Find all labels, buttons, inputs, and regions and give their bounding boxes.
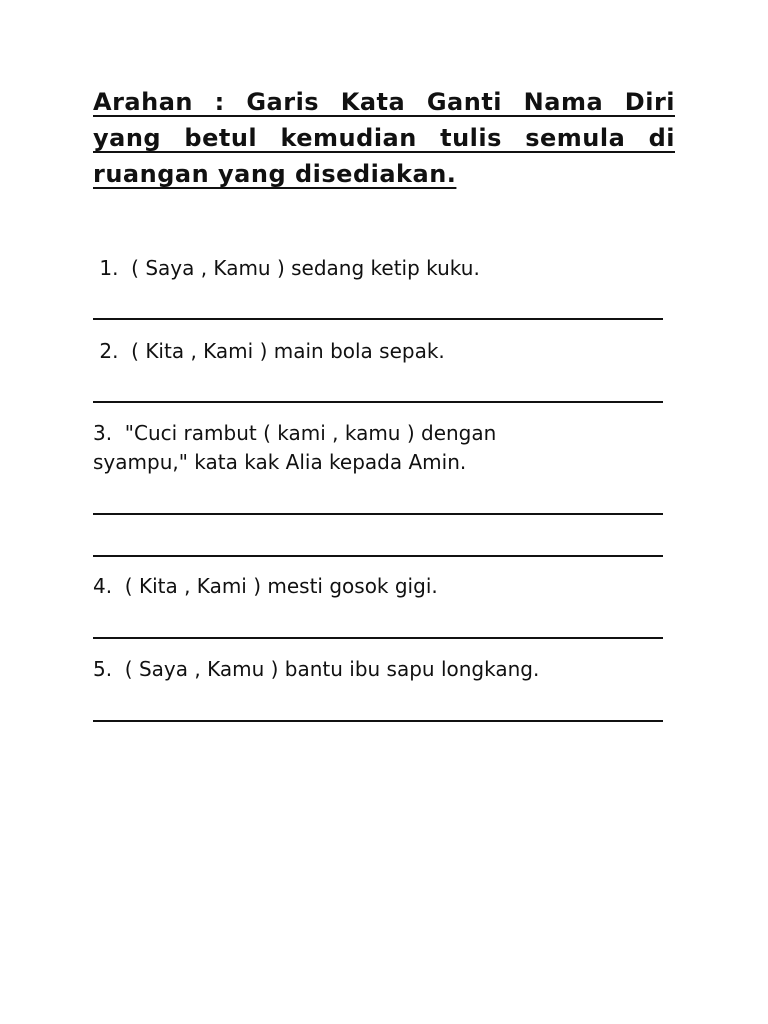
answer-line-1 [93, 318, 663, 320]
question-4: 4. ( Kita , Kami ) mesti gosok gigi. [93, 574, 438, 598]
answer-line-4 [93, 637, 663, 639]
worksheet-instruction: Arahan : Garis Kata Ganti Nama Diri yang betul kemudian tulis semula di ruangan yang disediakan. [93, 88, 675, 188]
question-5: 5. ( Saya , Kamu ) bantu ibu sapu longkang. [93, 657, 540, 681]
answer-line-5 [93, 720, 663, 722]
answer-line-2 [93, 401, 663, 403]
answer-line-3a [93, 513, 663, 515]
question-1: 1. ( Saya , Kamu ) sedang ketip kuku. [93, 256, 480, 280]
question-2: 2. ( Kita , Kami ) main bola sepak. [93, 339, 445, 363]
question-3: 3. "Cuci rambut ( kami , kamu ) dengan syampu," kata kak Alia kepada Amin. [93, 421, 503, 474]
answer-line-3b [93, 555, 663, 557]
